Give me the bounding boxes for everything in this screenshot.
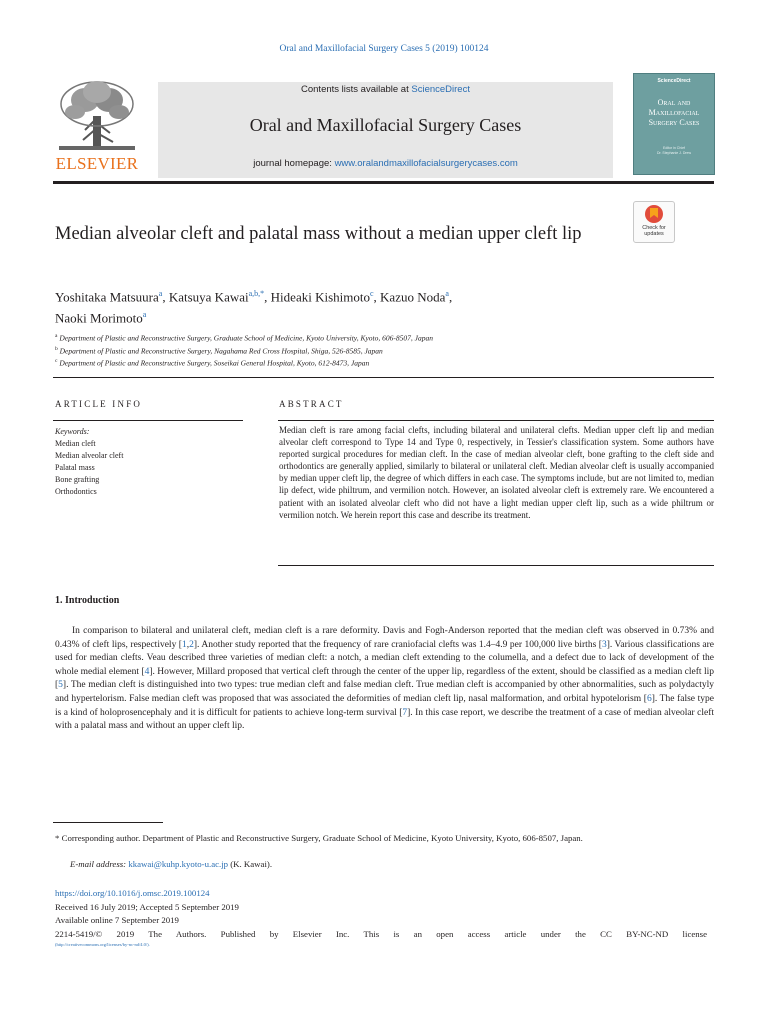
author-affiliation-link[interactable]: a: [158, 289, 163, 298]
bookmark-icon: [645, 205, 663, 223]
author: Naoki Morimoto: [55, 310, 143, 326]
footnote-rule: [53, 822, 163, 823]
author-list: Yoshitaka Matsuura$^a$, Katsuya Kawai$^{a,b,*}$, Hideaki Kishimoto$^c$, Kazuo Noda$^a$, Naoki Morimoto$^a$: [55, 289, 453, 326]
affiliation: $^c$ Department of Plastic and Reconstructive Surgery, Soseikai General Hospital, Kyoto, 612-8473, Japan: [55, 358, 370, 368]
author: Katsuya Kawai: [168, 289, 249, 305]
license-link[interactable]: (http://creativecommons.org/licenses/by-nc-nd/4.0/).: [55, 942, 150, 947]
keyword: Palatal mass: [55, 463, 95, 472]
article-info-rule: [53, 420, 243, 421]
keyword: Orthodontics: [55, 487, 97, 496]
email-line: E-mail address: kkawai@kuhp.kyoto-u.ac.jp (K. Kawai).: [70, 859, 273, 869]
sciencedirect-link[interactable]: ScienceDirect: [411, 84, 470, 95]
section-rule: [53, 377, 714, 378]
author-affiliation-link[interactable]: a: [445, 289, 449, 298]
check-updates-label: Check for updates: [642, 225, 666, 237]
corresponding-author-footnote: * Corresponding author. Department of Plastic and Reconstructive Surgery, Graduate School of Medicine, Kyoto University, Kyoto, 606-8507, Japan.: [55, 833, 583, 843]
received-dates: Received 16 July 2019; Accepted 5 September 2019: [55, 902, 239, 912]
keywords-label: Keywords:: [55, 427, 90, 436]
journal-header: [158, 82, 613, 178]
cover-editor: Editor in Chief Dr. Stephanie J. Drew: [656, 146, 692, 155]
journal-cover-image: [633, 73, 715, 175]
author-affiliation-link[interactable]: a,b,*: [248, 289, 265, 298]
citation-link[interactable]: 2: [189, 639, 194, 650]
doi-link[interactable]: https://doi.org/10.1016/j.omsc.2019.100124: [55, 888, 210, 898]
publisher-name: ELSEVIER: [55, 154, 139, 173]
keywords-block: [55, 426, 245, 498]
abstract-rule-bottom: [278, 565, 714, 566]
homepage-link[interactable]: www.oralandmaxillofacialsurgerycases.com: [334, 158, 518, 169]
keyword: Median alveolar cleft: [55, 451, 124, 460]
elsevier-logo: [53, 78, 141, 178]
author-affiliation-link[interactable]: a: [142, 310, 147, 320]
introduction-heading: 1. Introduction: [55, 595, 120, 606]
citation-link[interactable]: 4: [144, 666, 150, 677]
email-link[interactable]: kkawai@kuhp.kyoto-u.ac.jp: [128, 859, 229, 869]
article-title: Median alveolar cleft and palatal mass without a median upper cleft lip: [55, 224, 582, 244]
contents-availability: Contents lists available at ScienceDirect: [301, 84, 470, 95]
abstract-text: Median cleft is rare among facial clefts, including bilateral and unilateral clefts. Median upper cleft lip and median alveolar cleft correspond to Type 14 and Type 0, respectively, in Tessier's classification system. Some authors have reported surgical procedures for median cleft. In the case of median alveolar cleft, bone grafting to the cleft side and orthodontics are generally applied, similarly to bilateral or unilateral cleft. Median alveolar cleft is usually accompanied by median upper cleft lip, the degree of which differs in each case. The symptoms include, but are not limited to, median lip defect, wide philtrum, and vermilion notch. However, an isolated alveolar cleft is extremely rare. We encountered a patient with an isolated alveolar cleft who did not have a light median upper cleft lip, such as a wide philtrum or vermilion notch. We herein report this case and describe its treatment.: [279, 425, 714, 520]
cover-title: Oral and Maxillofacial Surgery Cases: [648, 98, 700, 127]
keyword: Bone grafting: [55, 475, 100, 484]
abstract-rule-top: [278, 420, 714, 421]
article-info-heading: ARTICLE INFO: [55, 399, 143, 409]
check-for-updates-button[interactable]: [633, 201, 675, 243]
journal-title: Oral and Maxillofacial Surgery Cases: [249, 115, 522, 135]
affiliation-list: [55, 331, 695, 369]
author: Kazuo Noda: [380, 289, 446, 305]
affiliation: $^b$ Department of Plastic and Reconstructive Surgery, Nagahama Red Cross Hospital, Shiga, 526-8585, Japan: [55, 345, 383, 355]
author: Yoshitaka Matsuura: [55, 289, 159, 305]
journal-homepage: journal homepage: www.oralandmaxillofacialsurgerycases.com: [253, 158, 518, 169]
citation-link[interactable]: 6: [646, 693, 652, 704]
citation-link[interactable]: 5: [58, 680, 63, 691]
citation-link[interactable]: 1: [181, 639, 187, 650]
author-affiliation-link[interactable]: c: [369, 289, 374, 298]
citation-link[interactable]: 7: [402, 707, 408, 718]
available-online: Available online 7 September 2019: [55, 915, 179, 925]
license-statement: 2214-5419/© 2019 The Authors. Published by Elsevier Inc. This is an open access article under the CC BY-NC-ND license: [55, 929, 707, 939]
introduction-paragraph: In comparison to bilateral and unilateral cleft, median cleft is a rare deformity. Davis and Fogh-Anderson reported that the median cleft was observed in 0.73% and 0.43% of cleft lips, respectively [1,2]. Another study reported that the frequency of rare craniofacial clefts was 1.4–4.9 per 100,000 live births [3]. Various classifications are used for median clefts. Veau described three varieties of median cleft: a notch, a median cleft extending to the columella, and a defect due to lack of development of the whole medial element [4]. However, Millard proposed that vertical cleft through the center of the upper lip, regardless of the extent, should be classified as a median cleft lip [5]. The median cleft is distinguished into two types: true median cleft and false median cleft. True median cleft is accompanied by other abnormalities, such as polydactyly and hypertelorism. False median cleft was proposed that was associated the deformities of median cleft lip, nasal malformation, and orbital hypotelorism [6]. The false type is a kind of holoprosencephaly and it is difficult for patients to achieve long-term survival [7]. In this case report, we describe the treatment of a case of median alveolar cleft with a palatal mass and without an upper cleft lip.: [55, 626, 715, 732]
affiliation: $^a$ Department of Plastic and Reconstructive Surgery, Graduate School of Medicine, Kyoto University, Kyoto, 606-8507, Japan: [55, 333, 433, 343]
abstract-heading: ABSTRACT: [279, 399, 344, 409]
cover-label: ScienceDirect: [657, 78, 691, 84]
header-rule: [53, 181, 714, 184]
keyword: Median cleft: [55, 439, 96, 448]
author: Hideaki Kishimoto: [270, 289, 370, 305]
citation-link[interactable]: 3: [601, 639, 607, 650]
journal-reference[interactable]: Oral and Maxillofacial Surgery Cases 5 (2019) 100124: [279, 44, 489, 54]
elsevier-tree-icon: [55, 78, 139, 152]
